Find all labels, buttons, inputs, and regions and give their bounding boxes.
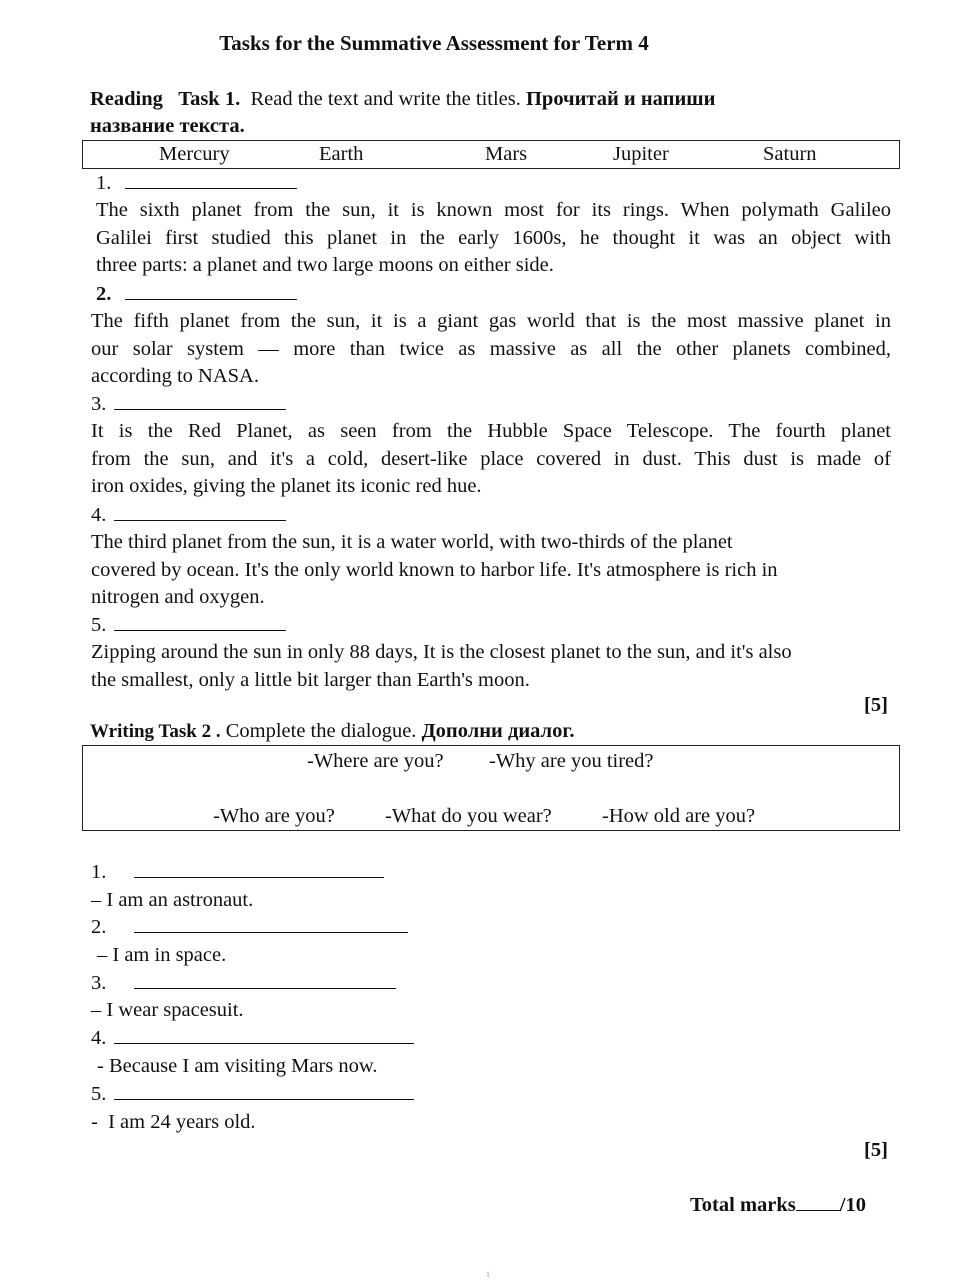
task1-instruction-ru-cont: название текста. [90,115,245,137]
dialogue-item-5-number: 5. [91,1081,414,1109]
question-bank [82,745,900,831]
answer-blank[interactable] [114,612,286,631]
reading-item-1-number: 1. [96,170,297,198]
planet-saturn: Saturn [763,143,817,165]
planet-jupiter: Jupiter [613,143,669,165]
total-marks-out-of: /10 [839,1194,866,1216]
answer-blank[interactable] [114,391,286,410]
question-why: -Why are you tired? [489,750,654,772]
answer-blank[interactable] [125,281,297,300]
planet-mercury: Mercury [159,143,230,165]
task1-instruction-ru: Прочитай и напиши [525,88,716,110]
answer-blank[interactable] [134,970,396,989]
reading-item-1-text: The sixth planet from the sun, it is known most for its rings. When polymath Galileo Galilei first studied this planet in the early 1600s, he thought it was an object with three parts: a planet and two large moons on either side. [96,199,891,277]
reading-item-5-text: Zipping around the sun in only 88 days, It is the closest planet to the sun, and it's also the smallest, only a little bit larger than Earth's moon. [91,641,792,691]
dialogue-answer-2: – I am in space. [97,944,227,966]
question-who: -Who are you? [213,805,335,827]
page-number: 1 [486,1270,490,1279]
task2-instruction-ru: Дополни диалог. [421,720,575,742]
task2-instruction-en: Complete the dialogue. [225,720,417,742]
dialogue-item-2-number: 2. [91,914,408,942]
dialogue-item-1-number: 1. [91,859,384,887]
reading-label: Reading [90,88,163,110]
reading-item-5-number: 5. [91,612,286,640]
dialogue-item-3-number: 3. [91,970,396,998]
page-title: Tasks for the Summative Assessment for Term 4 [219,31,649,55]
dialogue-answer-4: - Because I am visiting Mars now. [97,1055,378,1077]
task2-heading [90,718,574,746]
dialogue-answer-5: - I am 24 years old. [91,1111,256,1133]
reading-item-3-number: 3. [91,391,286,419]
answer-blank[interactable] [114,1081,414,1100]
planet-earth: Earth [319,143,364,165]
planet-word-bank [82,140,900,169]
question-how-old: -How old are you? [602,805,756,827]
answer-blank[interactable] [125,170,297,189]
planet-mars: Mars [485,143,528,165]
total-marks-label: Total marks [690,1194,796,1216]
reading-item-2-number: 2. [96,281,297,309]
task2-label: Writing Task 2 . [90,721,221,742]
answer-blank[interactable] [114,1025,414,1044]
dialogue-answer-3: – I wear spacesuit. [91,999,244,1021]
total-marks [690,1192,866,1220]
reading-item-2-text: The fifth planet from the sun, it is a giant gas world that is the most massive planet in our solar system — more than twice as massive as all the other planets combined, according to NASA. [91,310,891,388]
answer-blank[interactable] [134,859,384,878]
question-what: -What do you wear? [385,805,552,827]
question-where: -Where are you? [307,750,444,772]
dialogue-answer-1: – I am an astronaut. [91,889,254,911]
task1-heading [90,86,890,114]
task1-marks: [5] [864,694,888,716]
answer-blank[interactable] [114,502,286,521]
reading-item-4-number: 4. [91,502,286,530]
task1-instruction-en: Read the text and write the titles. [250,88,521,110]
reading-item-3-text: It is the Red Planet, as seen from the Hubble Space Telescope. The fourth planet from the sun, and it's a cold, desert-like place covered in dust. This dust is made of iron oxides, giving the planet its iconic red hue. [91,420,891,498]
total-marks-blank[interactable] [796,1192,840,1211]
dialogue-item-4-number: 4. [91,1025,414,1053]
answer-blank[interactable] [134,914,408,933]
reading-item-4-text: The third planet from the sun, it is a water world, with two-thirds of the planet covered by ocean. It's the only world known to harbor life. It's atmosphere is rich in nitrogen and oxygen. [91,531,778,609]
task1-label: Task 1. [178,88,241,110]
task2-marks: [5] [864,1139,888,1161]
